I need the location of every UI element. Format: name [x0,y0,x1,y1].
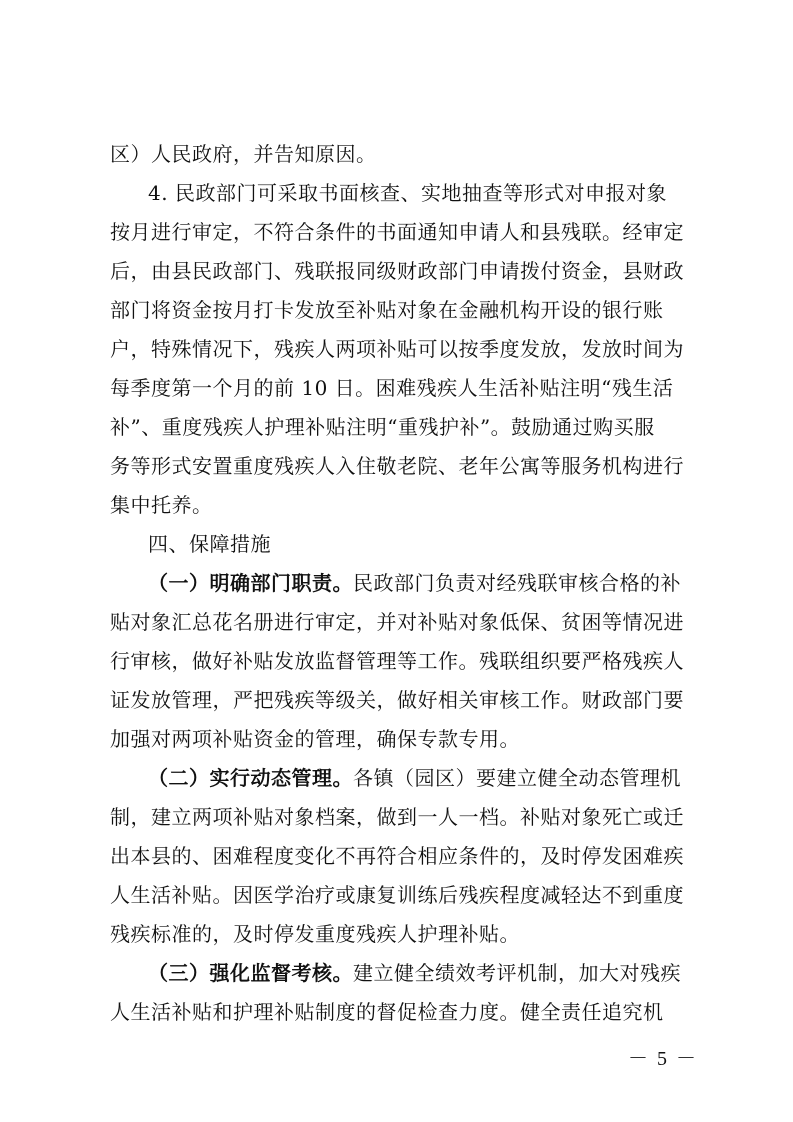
body-text: 证发放管理，严把残疾等级关，做好相关审核工作。财政部门要 [110,688,684,712]
text-line [110,648,684,674]
body-text: 每季度第一个月的前 10 日。困难残疾人生活补贴注明“残生活 [110,376,674,400]
text-line [110,687,684,713]
body-text: 贴对象汇总花名册进行审定，并对补贴对象低保、贫困等情况进 [110,610,684,634]
body-text: 民政部门负责对经残联审核合格的补 [353,571,681,595]
body-text: 集中托养。 [110,493,213,517]
body-text: 后，由县民政部门、残联报同级财政部门申请拨付资金，县财政 [110,259,684,283]
text-line [148,180,667,206]
text-line [110,375,673,401]
text-line [148,531,271,557]
text-line [110,414,655,440]
bold-heading-text: （一）明确部门职责。 [148,571,353,595]
bold-heading-text: （二）实行动态管理。 [148,766,353,790]
text-line [110,999,664,1025]
body-text: 按月进行审定，不符合条件的书面通知申请人和县残联。经审定 [110,220,684,244]
body-text: 补”、重度残疾人护理补贴注明“重残护补”。鼓励通过购买服 [110,415,655,439]
bold-heading-text: （三）强化监督考核。 [148,961,353,985]
text-line [110,843,684,869]
text-line [110,453,684,479]
body-text: 残疾标准的，及时停发重度残疾人护理补贴。 [110,922,520,946]
body-text: 加强对两项补贴资金的管理，确保专款专用。 [110,727,520,751]
text-line [110,804,684,830]
body-text: 制，建立两项补贴对象档案，做到一人一档。补贴对象死亡或迁 [110,805,684,829]
page-number: － 5 － [628,1048,698,1070]
body-text: 户，特殊情况下，残疾人两项补贴可以按季度发放，发放时间为 [110,337,684,361]
text-line [148,960,681,986]
text-line [110,882,684,908]
text-line [148,765,681,791]
text-line [110,609,684,635]
body-text: 区）人民政府，并告知原因。 [110,142,377,166]
body-text: 部门将资金按月打卡发放至补贴对象在金融机构开设的银行账 [110,298,664,322]
body-text: 建立健全绩效考评机制，加大对残疾 [353,961,681,985]
text-line [110,921,520,947]
body-text: 出本县的、困难程度变化不再符合相应条件的，及时停发困难疾 [110,844,684,868]
body-text: 各镇（园区）要建立健全动态管理机 [353,766,681,790]
text-line [148,570,681,596]
text-line [110,492,213,518]
body-text: 务等形式安置重度残疾人入住敬老院、老年公寓等服务机构进行 [110,454,684,478]
text-line [110,336,684,362]
body-text: 4. 民政部门可采取书面核查、实地抽查等形式对申报对象 [148,181,667,205]
body-text: 四、保障措施 [148,532,271,556]
body-text: 人生活补贴。因医学治疗或康复训练后残疾程度减轻达不到重度 [110,883,684,907]
text-line [110,258,684,284]
text-line [110,219,684,245]
body-text: 行审核，做好补贴发放监督管理等工作。残联组织要严格残疾人 [110,649,684,673]
text-line [110,141,377,167]
body-text: 人生活补贴和护理补贴制度的督促检查力度。健全责任追究机 [110,1000,664,1024]
text-line [110,297,664,323]
text-line [110,726,520,752]
